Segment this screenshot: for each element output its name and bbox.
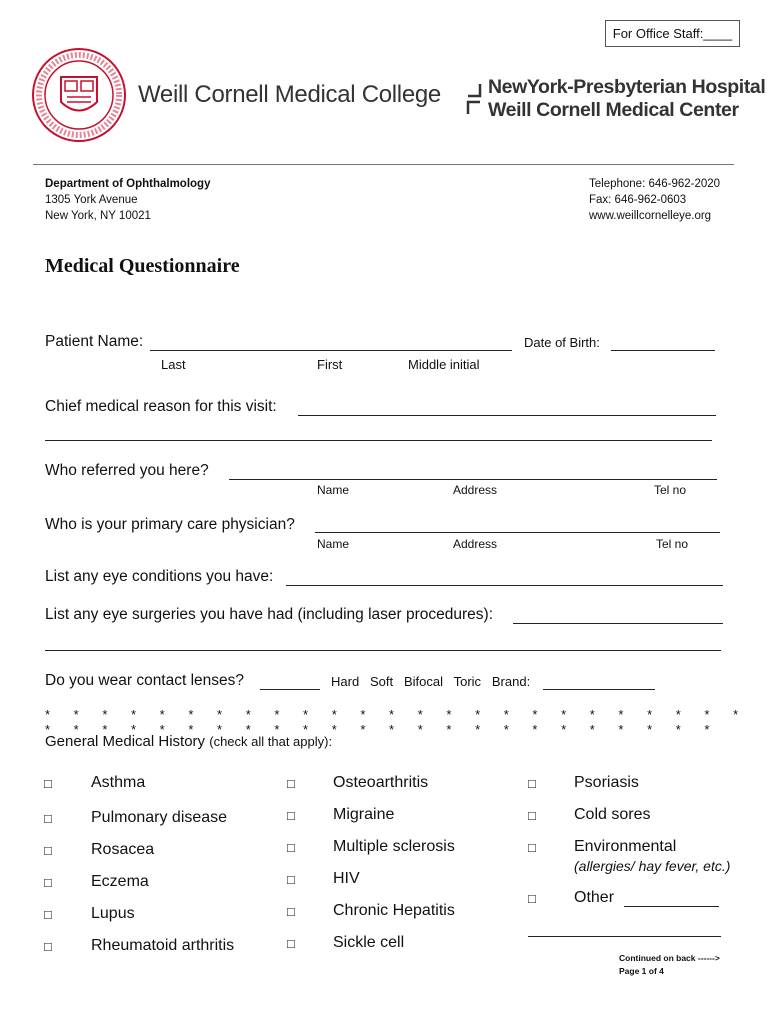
referred-sub-name: Name	[317, 483, 350, 497]
environmental-note: (allergies/ hay fever, etc.)	[574, 858, 731, 874]
chief-reason-label: Chief medical reason for this visit:	[45, 398, 277, 415]
header-divider	[33, 164, 734, 165]
checkbox-psoriasis[interactable]: □	[528, 776, 536, 791]
checkbox-other[interactable]: □	[528, 891, 536, 906]
checkbox-sickle-cell[interactable]: □	[287, 936, 295, 951]
checkbox-asthma[interactable]: □	[44, 776, 52, 791]
referred-sub-address: Address	[453, 483, 498, 497]
checkbox-hiv[interactable]: □	[287, 872, 295, 887]
department-name: Department of Ophthalmology	[45, 178, 211, 190]
condition-sickle-cell: Sickle cell	[333, 934, 405, 951]
condition-cold-sores: Cold sores	[574, 806, 651, 823]
patient-name-field[interactable]	[150, 350, 512, 351]
name-part-last: Last	[161, 357, 186, 372]
referred-label: Who referred you here?	[45, 462, 209, 479]
hospital-name-line2: Weill Cornell Medical Center	[488, 99, 739, 121]
checkbox-environmental[interactable]: □	[528, 840, 536, 855]
chief-reason-field-2[interactable]	[45, 440, 712, 441]
dob-label: Date of Birth:	[524, 335, 600, 350]
pcp-sub-name: Name	[317, 537, 350, 551]
lens-types: Hard Soft Bifocal Toric Brand:	[331, 674, 531, 689]
condition-rheumatoid: Rheumatoid arthritis	[91, 937, 235, 954]
checkbox-osteoarthritis[interactable]: □	[287, 776, 295, 791]
chief-reason-field[interactable]	[298, 415, 716, 416]
condition-eczema: Eczema	[91, 873, 149, 890]
condition-environmental: Environmental	[574, 838, 677, 855]
pcp-sub-address: Address	[453, 537, 498, 551]
eye-surgeries-field[interactable]	[513, 623, 723, 624]
condition-psoriasis: Psoriasis	[574, 774, 639, 791]
condition-asthma: Asthma	[91, 774, 146, 791]
eye-conditions-label: List any eye conditions you have:	[45, 568, 274, 585]
condition-migraine: Migraine	[333, 806, 395, 823]
nyp-logo-mark	[466, 82, 484, 116]
condition-other: Other	[574, 889, 615, 906]
pcp-label: Who is your primary care physician?	[45, 516, 295, 533]
history-note: (check all that apply):	[209, 734, 333, 749]
contact-telephone: Telephone: 646-962-2020	[589, 178, 721, 190]
cornell-seal-logo	[31, 47, 127, 143]
checkbox-migraine[interactable]: □	[287, 808, 295, 823]
department-street: 1305 York Avenue	[45, 194, 138, 206]
department-city: New York, NY 10021	[45, 210, 151, 222]
college-name: Weill Cornell Medical College	[138, 81, 441, 108]
referred-sub-tel: Tel no	[654, 483, 687, 497]
name-part-middle: Middle initial	[408, 357, 480, 372]
condition-ms: Multiple sclerosis	[333, 838, 455, 855]
condition-osteoarthritis: Osteoarthritis	[333, 774, 429, 791]
page-title: Medical Questionnaire	[45, 255, 240, 277]
stars-divider: * * * * * * * * * * * * * * * * * * * * * * * * * * * * * * * * * * * * * * * * * * * * * * * * *	[45, 707, 749, 737]
checkbox-rosacea[interactable]: □	[44, 843, 52, 858]
checkbox-cold-sores[interactable]: □	[528, 808, 536, 823]
department-address	[45, 176, 210, 224]
brand-field[interactable]	[543, 689, 655, 690]
condition-pulmonary: Pulmonary disease	[91, 809, 228, 826]
checkbox-pulmonary[interactable]: □	[44, 811, 52, 826]
checkbox-ms[interactable]: □	[287, 840, 295, 855]
checkbox-rheumatoid[interactable]: □	[44, 939, 52, 954]
contact-web: www.weillcornelleye.org	[589, 210, 712, 222]
eye-surgeries-field-2[interactable]	[45, 650, 721, 651]
other-field-2[interactable]	[528, 936, 721, 937]
patient-name-label: Patient Name:	[45, 333, 144, 350]
pcp-field[interactable]	[315, 532, 720, 533]
continued-on-back: Continued on back ------>	[619, 953, 720, 963]
other-field[interactable]	[624, 906, 719, 907]
eye-surgeries-label: List any eye surgeries you have had (including laser procedures):	[45, 606, 494, 623]
pcp-sub-tel: Tel no	[656, 537, 689, 551]
contact-fax: Fax: 646-962-0603	[589, 194, 687, 206]
condition-hepatitis: Chronic Hepatitis	[333, 902, 455, 919]
hospital-name-line1: NewYork-Presbyterian Hospital	[488, 76, 766, 98]
history-heading	[45, 733, 332, 750]
office-staff-label: For Office Staff:____	[612, 26, 733, 41]
contacts-field[interactable]	[260, 689, 320, 690]
condition-lupus: Lupus	[91, 905, 135, 922]
referred-field[interactable]	[229, 479, 717, 480]
condition-rosacea: Rosacea	[91, 841, 155, 858]
name-part-first: First	[317, 357, 343, 372]
office-staff-box	[605, 20, 740, 47]
dob-field[interactable]	[611, 350, 715, 351]
history-title: General Medical History	[45, 733, 206, 750]
checkbox-lupus[interactable]: □	[44, 907, 52, 922]
page-number: Page 1 of 4	[619, 966, 664, 976]
checkbox-eczema[interactable]: □	[44, 875, 52, 890]
eye-conditions-field[interactable]	[286, 585, 723, 586]
condition-hiv: HIV	[333, 870, 360, 887]
contact-info	[589, 176, 720, 224]
contacts-label: Do you wear contact lenses?	[45, 672, 245, 689]
checkbox-hepatitis[interactable]: □	[287, 904, 295, 919]
